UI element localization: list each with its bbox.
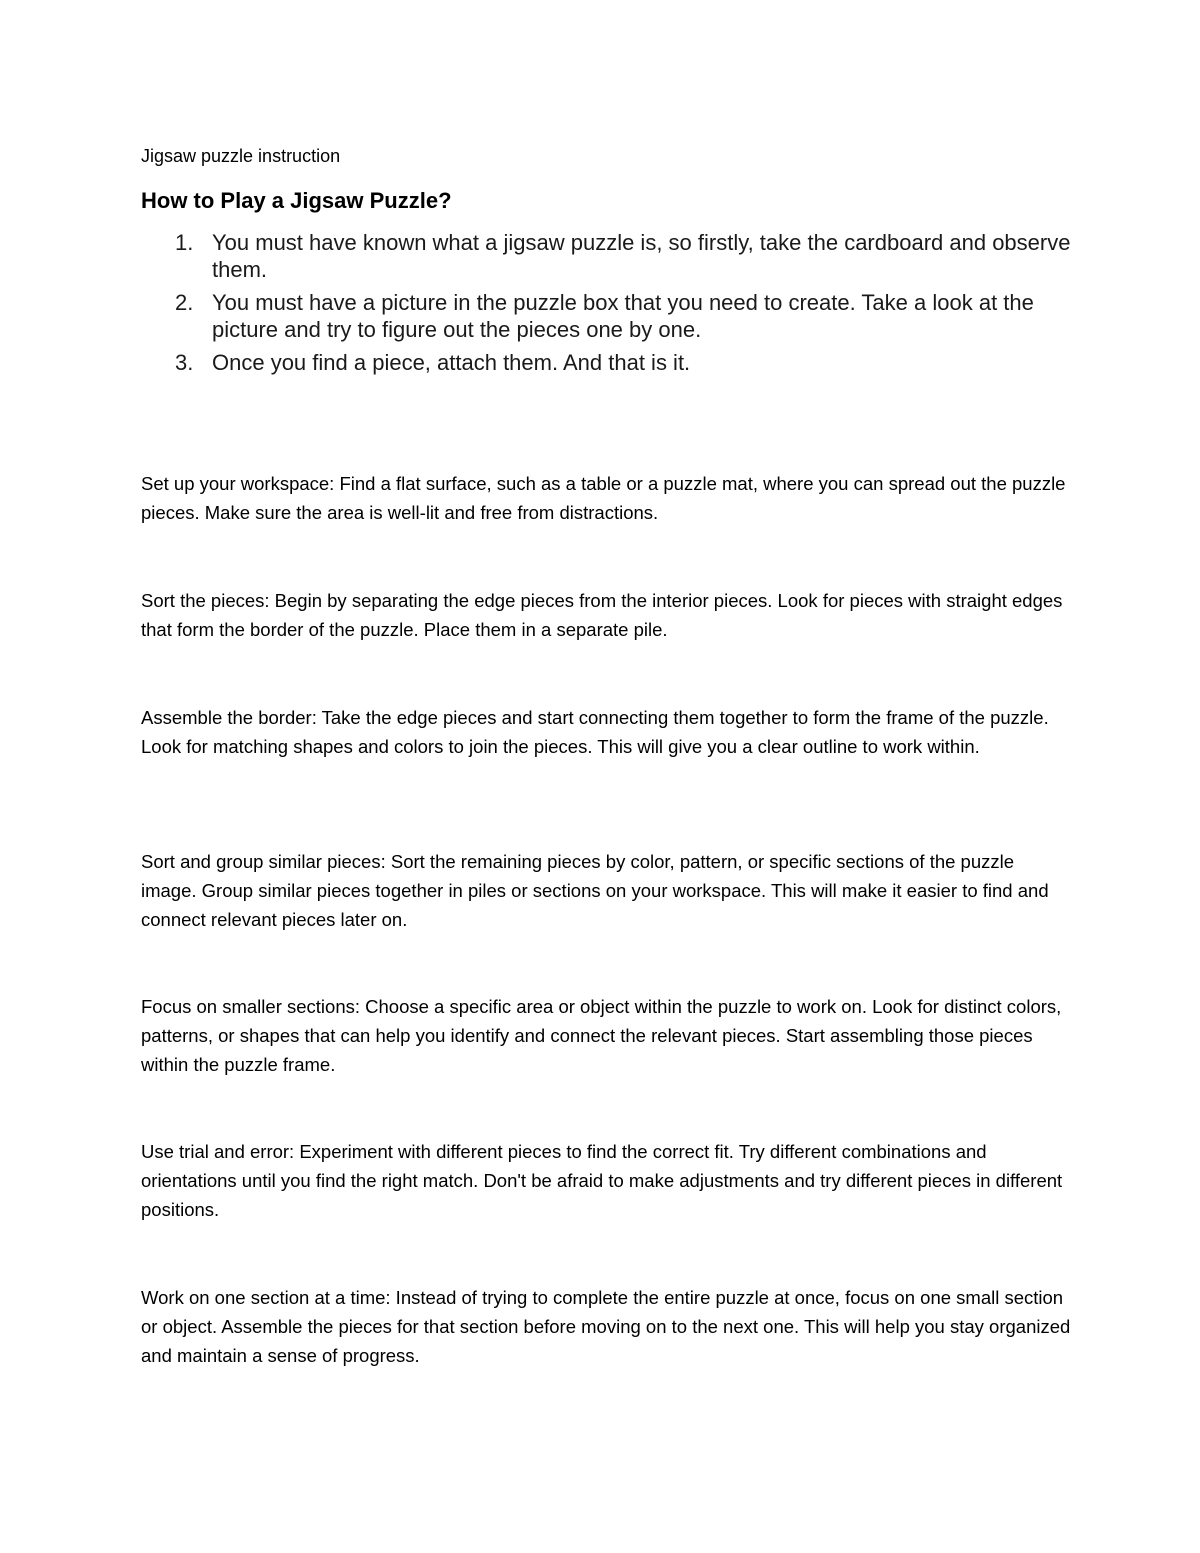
- section-heading: How to Play a Jigsaw Puzzle?: [141, 188, 452, 213]
- list-item: [141, 289, 1071, 343]
- document-title: Jigsaw puzzle instruction: [141, 146, 341, 166]
- paragraph-workspace: Set up your workspace: Find a flat surface, such as a table or a puzzle mat, where you can spread out the puzzle pieces. Make sure the area is well-lit and free from distractions.: [141, 473, 1066, 523]
- paragraph-sort-pieces: Sort the pieces: Begin by separating the edge pieces from the interior pieces. Look for pieces with straight edges that form the border of the puzzle. Place them in a separate pile.: [141, 590, 1063, 640]
- paragraph-smaller-sections: Focus on smaller sections: Choose a specific area or object within the puzzle to work on. Look for distinct colors, patterns, or shapes that can help you identify and connect the relevant pieces. Start assembling those pieces within the puzzle frame.: [141, 996, 1062, 1075]
- paragraph-one-section: Work on one section at a time: Instead of trying to complete the entire puzzle at once, focus on one small section or object. Assemble the pieces for that section before moving on to the next one. This will help you stay organized and maintain a sense of progress.: [141, 1287, 1071, 1366]
- paragraph-trial-error: Use trial and error: Experiment with different pieces to find the correct fit. Try different combinations and orientations until you find the right match. Don't be afraid to make adjustments and try different pieces in different positions.: [141, 1141, 1063, 1220]
- list-item: [141, 229, 1071, 283]
- step-text: Once you find a piece, attach them. And that is it.: [212, 350, 691, 375]
- paragraph-assemble-border: Assemble the border: Take the edge pieces and start connecting them together to form the frame of the puzzle. Look for matching shapes and colors to join the pieces. This will give you a clear outline to work within.: [141, 707, 1049, 757]
- step-number: 2.: [175, 290, 194, 315]
- step-text: You must have known what a jigsaw puzzle is, so firstly, take the cardboard and observe them.: [212, 230, 1071, 282]
- step-text: You must have a picture in the puzzle box that you need to create. Take a look at the picture and try to figure out the pieces one by one.: [212, 290, 1034, 342]
- step-number: 1.: [175, 230, 194, 255]
- steps-list: [141, 229, 1071, 382]
- step-number: 3.: [175, 350, 194, 375]
- list-item: [141, 349, 1071, 376]
- paragraph-group-pieces: Sort and group similar pieces: Sort the remaining pieces by color, pattern, or specific sections of the puzzle image. Group similar pieces together in piles or sections on your workspace. This will make it easier to find and connect relevant pieces later on.: [141, 851, 1049, 930]
